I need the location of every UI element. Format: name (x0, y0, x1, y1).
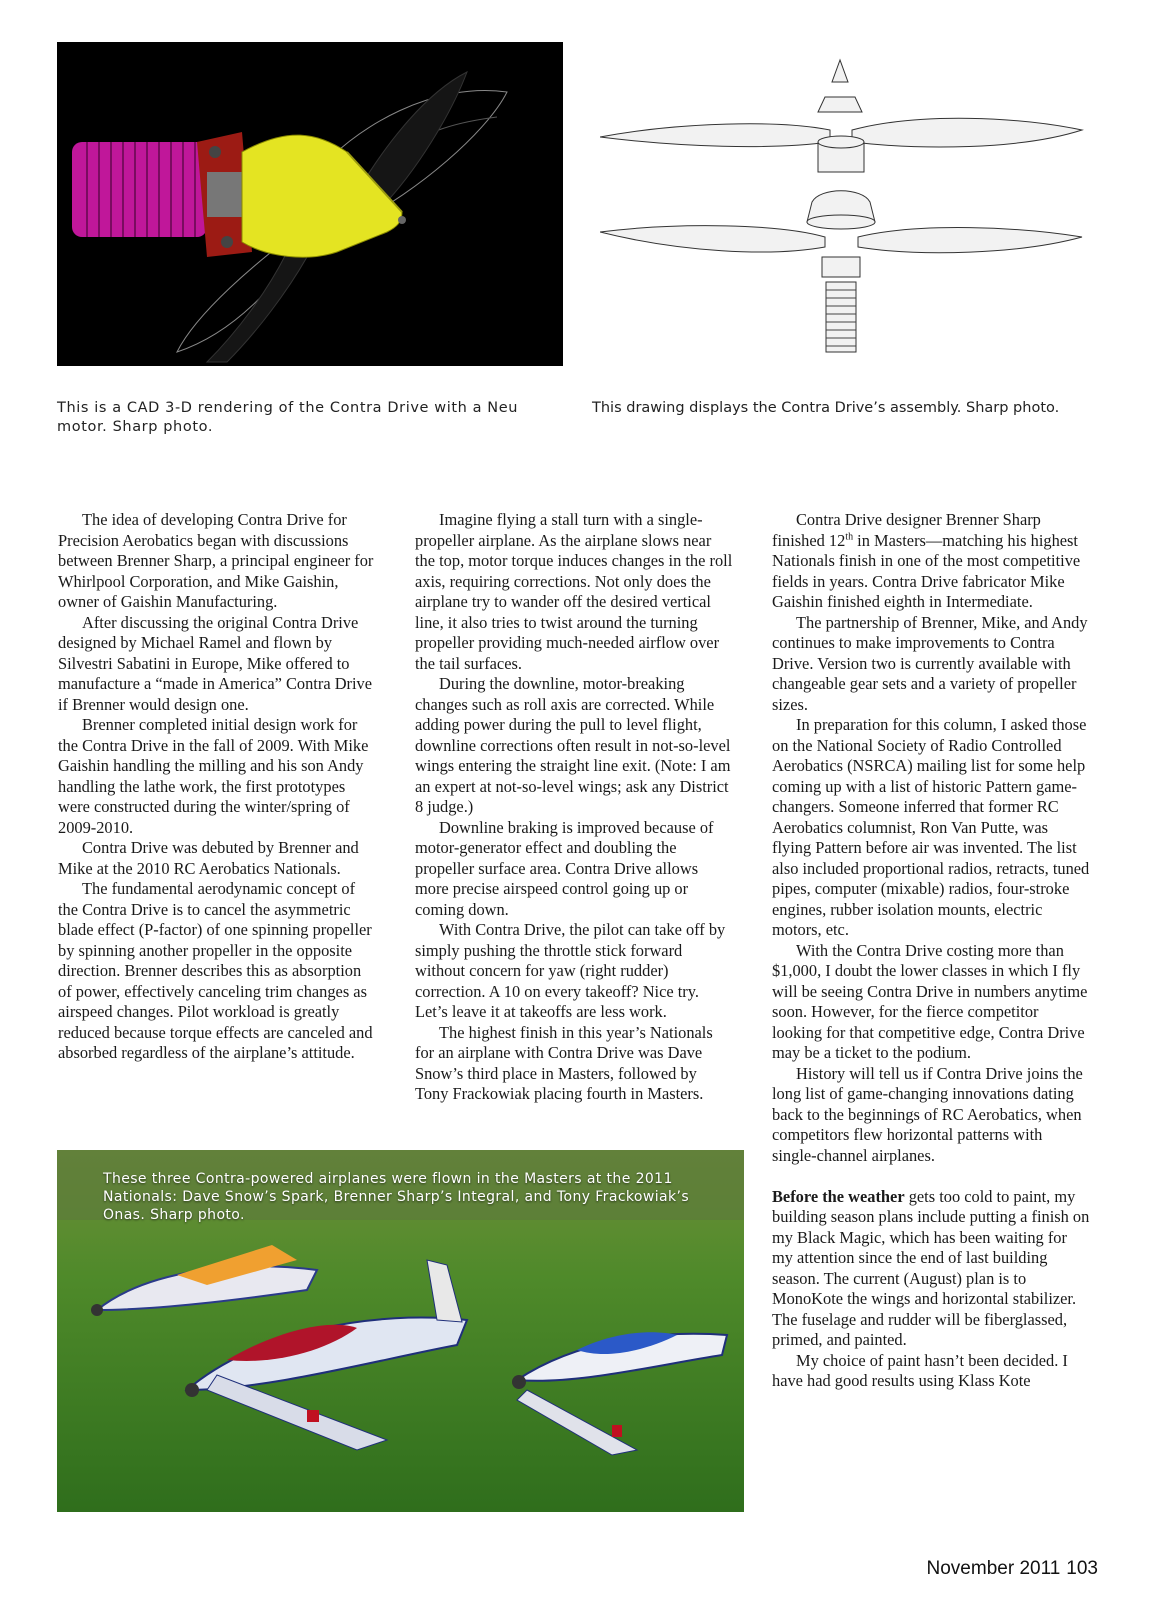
drawing-photo-caption: This drawing displays the Contra Drive’s assembly. Sharp photo. (592, 400, 1060, 416)
airplanes-photo-caption: These three Contra-powered airplanes were flown in the Masters at the 2011 Nationals: Dave Snow’s Spark, Brenner Sharp’s Integral, and Tony Frackowiak’s Onas. Sharp photo. (103, 1171, 690, 1223)
paragraph: With Contra Drive, the pilot can take off by simply pushing the throttle stick forward without concern for yaw (right rudder) correction. A 10 on every takeoff? Nice try. Let’s leave it at takeoffs are less work. (415, 920, 726, 1021)
paragraph: In preparation for this column, I asked those on the National Society of Radio Controlled Aerobatics (NSRCA) mailing list for some help coming up with a list of historic Pattern game-changers. Someone inferred that former RC Aerobatics columnist, Ron Van Putte, was flying Pattern before air was invented. The list also included proportional radios, retracts, tuned pipes, computer (mixable) radios, four-stroke engines, rubber isolation mounts, electric motors, etc. (772, 715, 1090, 939)
paragraph: Contra Drive was debuted by Brenner and Mike at the 2010 RC Aerobatics Nationals. (58, 838, 359, 878)
paragraph (772, 1187, 1090, 1351)
paragraph: The idea of developing Contra Drive for Precision Aerobatics began with discussions between Brenner Sharp, a principal engineer for Whirlpool Corporation, and Mike Gaishin, owner of Gaishin Manufacturing. (58, 510, 374, 611)
article-column-1 (58, 510, 376, 1064)
lead-in: Before the weather (772, 1186, 905, 1206)
paragraph (772, 510, 1090, 613)
paragraph: During the downline, motor-breaking changes such as roll axis are corrected. While adding power during the pull to level flight, downline corrections often result in not-so-level wings entering the straight line exit. (Note: I am an expert at not-so-level wings; ask any District 8 judge.) (415, 674, 731, 816)
assembly-drawing-photo (600, 42, 1084, 366)
issue-date: November 2011 (926, 1558, 1061, 1579)
paragraph-spacer (772, 1166, 1090, 1187)
cad-rendering-photo (57, 42, 563, 366)
paragraph: With the Contra Drive costing more than $1,000, I doubt the lower classes in which I fly will be seeing Contra Drive in numbers anytime soon. However, for the fierce competitor looking for that competitive edge, Contra Drive may be a ticket to the podium. (772, 940, 1088, 1062)
paragraph-text: gets too cold to paint, my building season plans include putting a finish on my Black Magic, which has been waiting for my attention since the end of last building season. The current (August) plan is to MonoKote the wings and horizontal stabilizer. The fuselage and rudder will be fiberglassed, primed, and painted. (772, 1186, 1090, 1349)
article-column-2 (415, 510, 733, 1105)
paragraph: The fundamental aerodynamic concept of the Contra Drive is to cancel the asymmetric blade effect (P-factor) of one spinning propeller by spinning another propeller in the opposite direction. Brenner describes this as absorption of power, effectively canceling trim changes as airspeed changes. Pilot workload is greatly reduced because torque effects are canceled and absorbed regardless of the airplane’s attitude. (58, 879, 373, 1062)
paragraph: The partnership of Brenner, Mike, and Andy continues to make improvements to Contra Drive. Version two is currently available with changeable gear sets and a variety of propeller sizes. (772, 612, 1088, 714)
paragraph: The highest finish in this year’s Nationals for an airplane with Contra Drive was Dave Snow’s third place in Masters, followed by Tony Frackowiak placing fourth in Masters. (415, 1022, 713, 1103)
cad-rendering-illustration (57, 42, 563, 366)
page-footer (921, 1558, 1098, 1580)
paragraph: History will tell us if Contra Drive joins the long list of game-changing innovations dating back to the beginnings of RC Aerobatics, when competitors flew horizontal patterns with single-channel airplanes. (772, 1063, 1083, 1165)
cad-photo-caption: This is a CAD 3-D rendering of the Contra Drive with a Neu motor. Sharp photo. (57, 400, 519, 435)
paragraph: Imagine flying a stall turn with a single-propeller airplane. As the airplane slows near the top, motor torque induces changes in the roll axis, requiring corrections. Not only does the airplane try to wander off the desired vertical line, it also tries to twist around the turning propeller providing much-needed airflow over the tail surfaces. (415, 510, 733, 673)
paragraph-text: Contra Drive designer Brenner Sharp finished 12 (772, 510, 1041, 550)
paragraph: My choice of paint hasn’t been decided. I have had good results using Klass Kote (772, 1350, 1068, 1390)
paragraph: After discussing the original Contra Drive designed by Michael Ramel and flown by Silvestri Sabatini in Europe, Mike offered to manufacture a “made in America” Contra Drive if Brenner would design one. (58, 612, 373, 714)
paragraph-text: in Masters—matching his highest Nationals finish in one of the most competitive fields in years. Contra Drive fabricator Mike Gaishin finished eighth in Intermediate. (772, 530, 1081, 611)
page-number: 103 (1066, 1558, 1098, 1579)
paragraph: Downline braking is improved because of motor-generator effect and doubling the propeller surface area. Contra Drive allows more precise airspeed control going up or coming down. (415, 817, 714, 919)
ordinal-suffix: th (845, 531, 854, 543)
assembly-drawing-illustration (600, 42, 1084, 366)
article-column-3 (772, 510, 1090, 1392)
paragraph: Brenner completed initial design work for the Contra Drive in the fall of 2009. With Mike Gaishin handling the milling and his son Andy handling the lathe work, the first prototypes were constructed during the winter/spring of 2009-2010. (58, 715, 369, 837)
